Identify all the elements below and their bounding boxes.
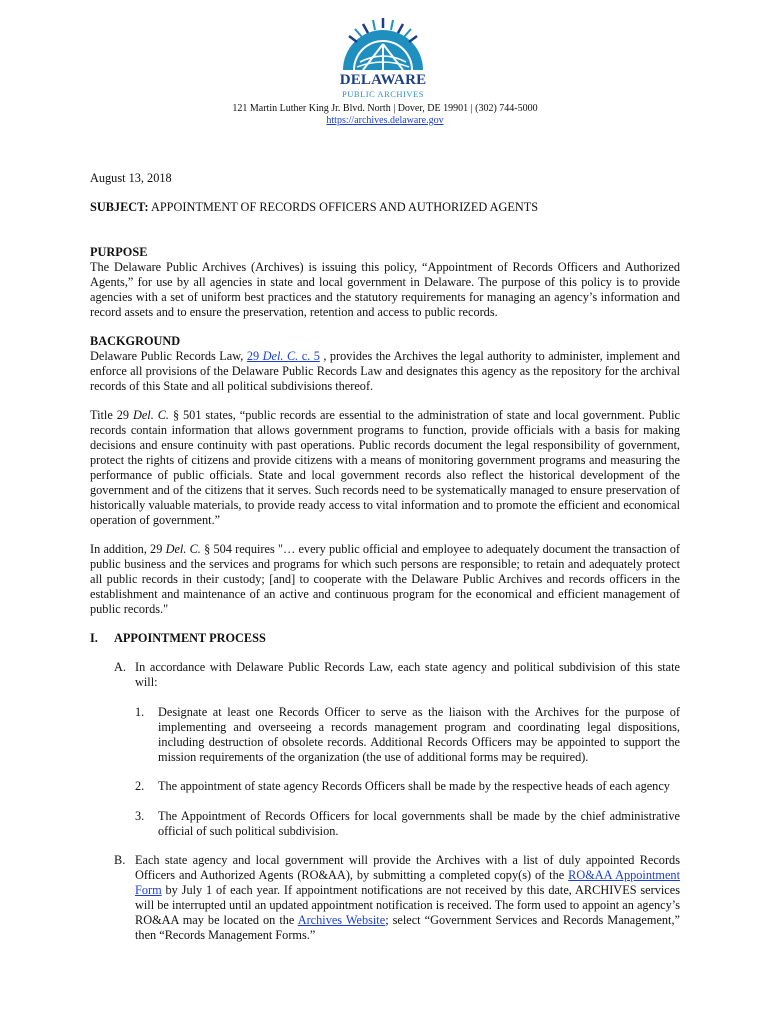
website-url-container — [0, 115, 770, 126]
bg-p2-text-b: § 501 states, “public records are essential to the administration of state and local government. Public records contain information that allows government programs to function, provide officials with a basis for making decisions and ensure continuity with past operations. Public records document the legal responsibility of government, protect the rights of citizens and provide citizens with a means of monitoring government programs and measuring the performance of public officials. State and local government records also reflect the historical development of the government and of the citizens that it serves. Such records need to be systematically managed to ensure preservation of historically valuable materials, to provide ready access to vital information and to promote the efficient and economical operation of government.” — [90, 408, 681, 527]
bg-p1-text-a: Delaware Public Records Law, — [90, 349, 247, 363]
list-item-1-text: Designate at least one Records Officer to serve as the liaison with the Archives for the purpose of implementing and overseeing a records management program and coordinating legal dispositions, including destruction of obsolete records. Additional Records Officers may be appointed to support the mission requirements of the organization (the use of additional forms may be required). — [158, 705, 680, 764]
list-item-2-text: The appointment of state agency Records Officers shall be made by the respective heads of each agency — [158, 779, 670, 793]
list-item-3-text: The Appointment of Records Officers for local governments shall be made by the chief administrative official of such political subdivision. — [158, 809, 680, 838]
section-heading: APPOINTMENT PROCESS — [114, 631, 266, 645]
bg-p2-italic: Del. C. — [132, 408, 170, 422]
item-b-text-a: Each state agency and local government will provide the Archives with a list of duly appointed Records Officers and Authorized Agents (RO&AA), by submitting a completed copy(s) of the — [135, 853, 680, 882]
link-part-num[interactable]: 29 — [246, 349, 263, 363]
background-paragraph-2 — [90, 408, 680, 528]
logo-title: DELAWARE — [339, 72, 427, 88]
roaa-appointment-form-link[interactable]: RO&AA Appointment Form — [135, 868, 680, 897]
archives-dome-icon — [333, 12, 433, 72]
background-paragraph-3 — [90, 542, 680, 617]
item-a-text: In accordance with Delaware Public Records Law, each state agency and political subdivision of this state will: — [135, 660, 680, 689]
purpose-heading: PURPOSE — [90, 245, 148, 259]
item-a-label: A. — [114, 660, 126, 674]
subject-text: APPOINTMENT OF RECORDS OFFICERS AND AUTHORIZED AGENTS — [148, 200, 539, 214]
website-link[interactable]: https://archives.delaware.gov — [326, 115, 444, 126]
list-item-2-number: 2. — [135, 779, 145, 793]
list-item-3-number: 3. — [135, 809, 145, 823]
bg-p3-italic: Del. C. — [165, 542, 201, 556]
letter-date: August 13, 2018 — [90, 171, 172, 185]
background-heading: BACKGROUND — [90, 334, 181, 348]
logo-subtitle: PUBLIC ARCHIVES — [342, 89, 424, 99]
item-b-label: B. — [114, 853, 126, 867]
delaware-public-archives-logo — [333, 12, 433, 98]
bg-p3-text-b: § 504 requires "… every public official and employee to adequately document the transaction of public business and the services and programs for which such persons are responsible; to retain and adequately protect all public records in their custody; [and] to cooperate with the Delaware Public Archives and records officers in the establishment and maintenance of an active and continuous program for the economical and efficient management of public records." — [90, 542, 681, 616]
subject-line — [90, 200, 680, 215]
item-b-text-b: by July 1 of each year. If appointment notifications are not received by this date, ARCHIVES services will be interrupted until an updated appointment notification is received. The form used to appoint an agency’s RO&AA may be located on the — [135, 883, 680, 927]
link-part-rest[interactable]: c. 5 — [298, 349, 320, 363]
background-paragraph-1 — [90, 349, 680, 394]
section-numeral: I. — [90, 631, 98, 645]
del-code-chapter-5-link[interactable] — [247, 349, 320, 363]
item-b-text — [135, 853, 680, 943]
bg-p3-text-a: In addition, 29 — [90, 542, 166, 556]
bg-p1-text-b: , provides the Archives the legal authority to administer, implement and enforce all provisions of the Delaware Public Records Law and designates this agency as the repository for the archival records of this State and all political subdivisions thereof. — [90, 349, 680, 393]
list-item-1-number: 1. — [135, 705, 145, 719]
link-part-italic[interactable]: Del. C. — [262, 349, 299, 363]
address-line: 121 Martin Luther King Jr. Blvd. North | Dover, DE 19901 | (302) 744-5000 — [232, 103, 538, 114]
item-b-text-c: ; select “Government Services and Records Management,” then “Records Management Forms.” — [135, 913, 680, 942]
purpose-body: The Delaware Public Archives (Archives) is issuing this policy, “Appointment of Records Officers and Authorized Agents,” for use by all agencies in state and local government in Delaware. The purpose of this policy is to provide agencies with a set of uniform best practices and the statutory requirements for managing an agency’s information and record assets and to ensure the preservation, retention and access to public records. — [90, 260, 680, 319]
bg-p2-text-a: Title 29 — [90, 408, 133, 422]
subject-label: SUBJECT: — [90, 200, 149, 214]
archives-website-link[interactable]: Archives Website — [297, 913, 386, 927]
